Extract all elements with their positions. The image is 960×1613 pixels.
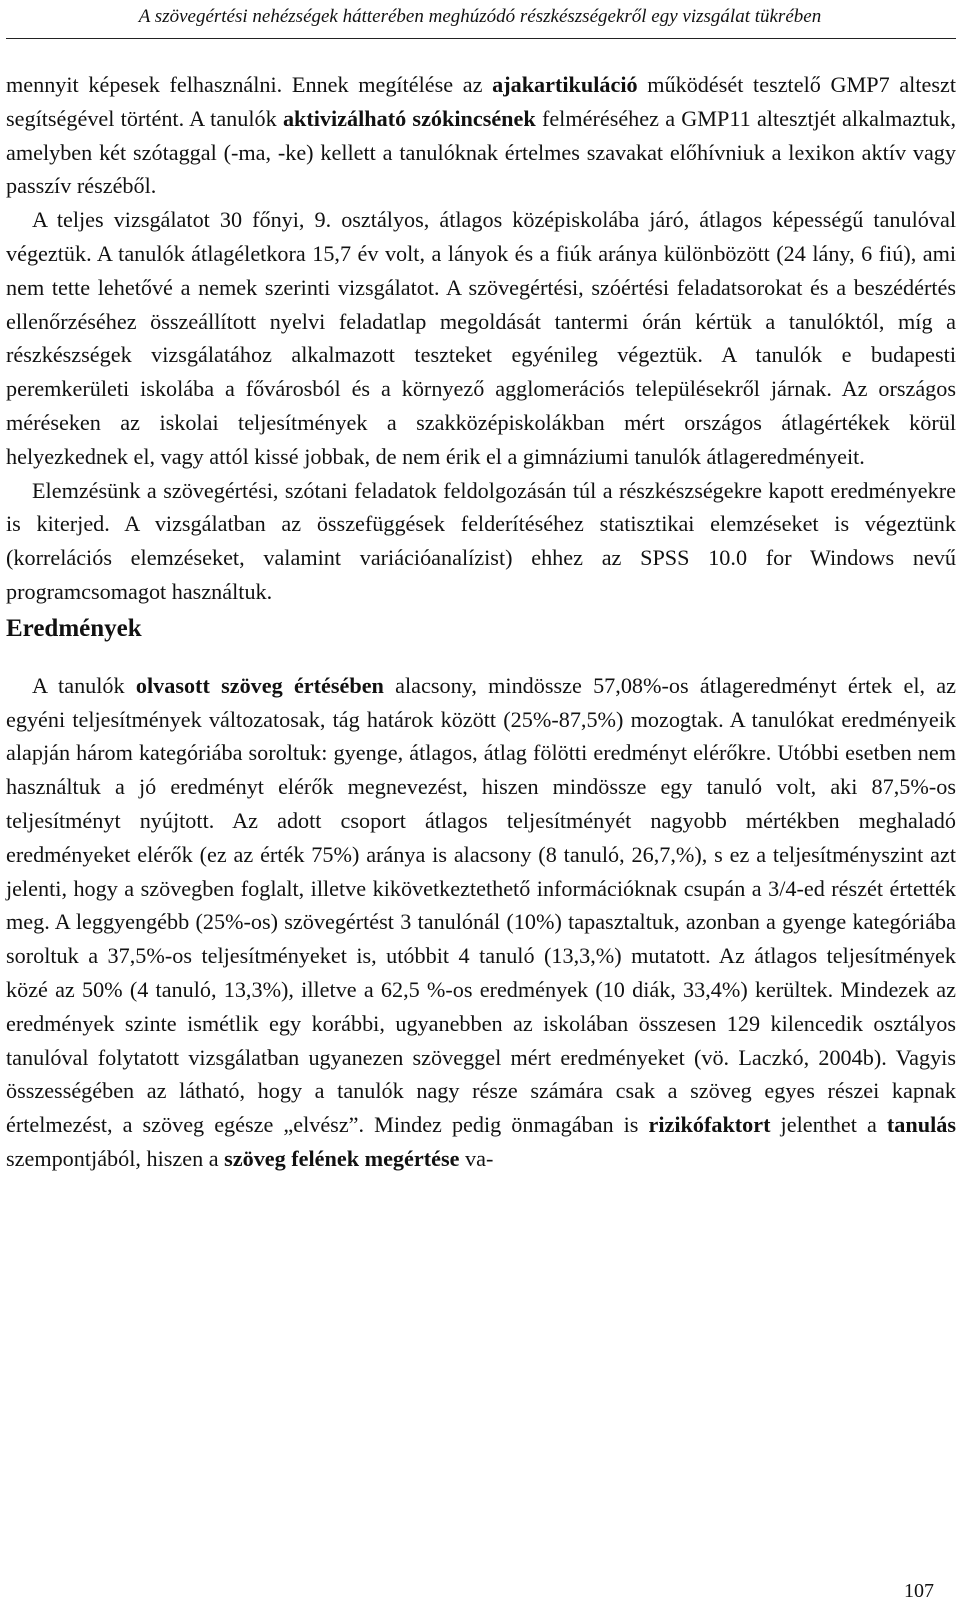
text-run: szempontjából, hiszen a: [6, 1145, 225, 1171]
text-run: alacsony, mindössze 57,08%-os átlageredményt értek el, az egyéni teljesítmények változatosak, tág határok között (25%-87,5%) mozogtak. A tanulókat eredményeik alapján három kategóriába soroltuk: gyenge, átlagos, átlag fölötti eredményt elérőkre. Utóbbi esetben nem használtuk a jó eredményt elérők megnevezést, hiszen mindössze egy tanuló volt, aki 87,5%-os teljesítményt nyújtott. Az adott csoport átlagos teljesítményét nagyobb mértékben meghaladó eredményeket elérők (ez az érték 75%) aránya is alacsony (8 tanuló, 26,7,%), s ez a teljesítményszint azt jelenti, hogy a szövegben foglalt, illetve kikövetkeztethető információknak csupán a 3/4-ed részét értették meg. A leggyengébb (25%-os) szövegértést 3 tanulónál (10%) tapasztaltuk, azonban a gyenge kategóriába soroltuk a 37,5%-os teljesítményeket is, utóbbit 4 tanuló (13,3,%) mutatott. Az átlagos teljesítmények közé az 50% (4 tanuló, 13,3%), illetve a 62,5 %-os eredmények (10 diák, 33,4%) kerültek. Mindezek az eredmények szinte ismétlik egy korábbi, ugyanebben az iskolában összesen 129 kilencedik osztályos tanulóval folytatott vizsgálatban ugyanezen szöveggel mért eredményeket (vö. Laczkó, 2004b). Vagyis összességében az látható, hogy a tanulók nagy része számára csak a szöveg egyes részei kapnak értelmezést, a szöveg egésze „elvész”. Mindez pedig önmagában is: [6, 672, 956, 1138]
text-run: va-: [459, 1145, 494, 1171]
paragraph-1: [6, 68, 956, 203]
emphasis-szoveg-megertese: szöveg felének megértése: [224, 1145, 460, 1171]
text-run: felméréséhez a GMP11 altesztjét alkalmaztuk, amelyben két szótaggal (-ma, -ke) kellett a tanulóknak értelmes szavakat előhívniuk a lexikon aktív vagy passzív részéből.: [6, 105, 956, 199]
emphasis-ajakartikulacio: ajakartikuláció: [492, 72, 638, 97]
emphasis-tanulas: tanulás: [886, 1112, 956, 1138]
text-run: A tanulók: [32, 672, 136, 698]
section-heading: Eredmények: [6, 614, 142, 642]
emphasis-olvasott-szoveg: olvasott szöveg értésében: [135, 672, 384, 698]
page-number: 107: [904, 1580, 934, 1602]
emphasis-rizikofaktort: rizikófaktort: [648, 1112, 771, 1138]
emphasis-szokincs: aktivizálható szókincsének: [282, 105, 536, 131]
paragraph-3: Elemzésünk a szövegértési, szótani feladatok feldolgozásán túl a részkészségekre kapott eredményekre is kiterjed. A vizsgálatban az összefüggések felderítéséhez statisztikai elemzéseket is végeztünk (korrelációs elemzéseket, valamint variációanalízist) ehhez az SPSS 10.0 for Windows nevű programcsomagot használtuk.: [6, 477, 956, 604]
paragraph-4: [6, 669, 956, 1176]
paragraph-2: A teljes vizsgálatot 30 főnyi, 9. osztályos, átlagos középiskolába járó, átlagos képességű tanulóval végeztük. A tanulók átlagéletkora 15,7 év volt, a lányok és a fiúk aránya különbözött (24 lány, 6 fiú), ami nem tette lehetővé a nemek szerinti vizsgálatot. A szövegértési, szóértési feladatsorokat és a beszédértés ellenőrzéséhez összeállított nyelvi feladatlap megoldását tantermi órán kértük a tanulóktól, míg a részkészségek vizsgálatához alkalmazott teszteket egyénileg végeztük. A tanulók e budapesti peremkerületi iskolába a fővárosból és a környező agglomerációs településekről járnak. Az országos méréseken az iskolai teljesítmények a szakközépiskolákban mért országos átlagértékek körül helyezkednek el, vagy attól kissé jobbak, de nem érik el a gimnáziumi tanulók átlageredményeit.: [6, 207, 956, 469]
running-header: A szövegértési nehézségek hátterében meghúzódó részkészségekről egy vizsgálat tükrében: [138, 6, 822, 27]
body-text: [6, 68, 956, 1176]
text-run: jelenthet a: [770, 1112, 887, 1138]
header-rule: [6, 38, 956, 39]
text-run: működését tesztelő GMP7 alteszt segítségével történt. A tanulók: [6, 72, 957, 131]
text-run: mennyit képesek felhasználni. Ennek megítélése az: [6, 72, 493, 97]
